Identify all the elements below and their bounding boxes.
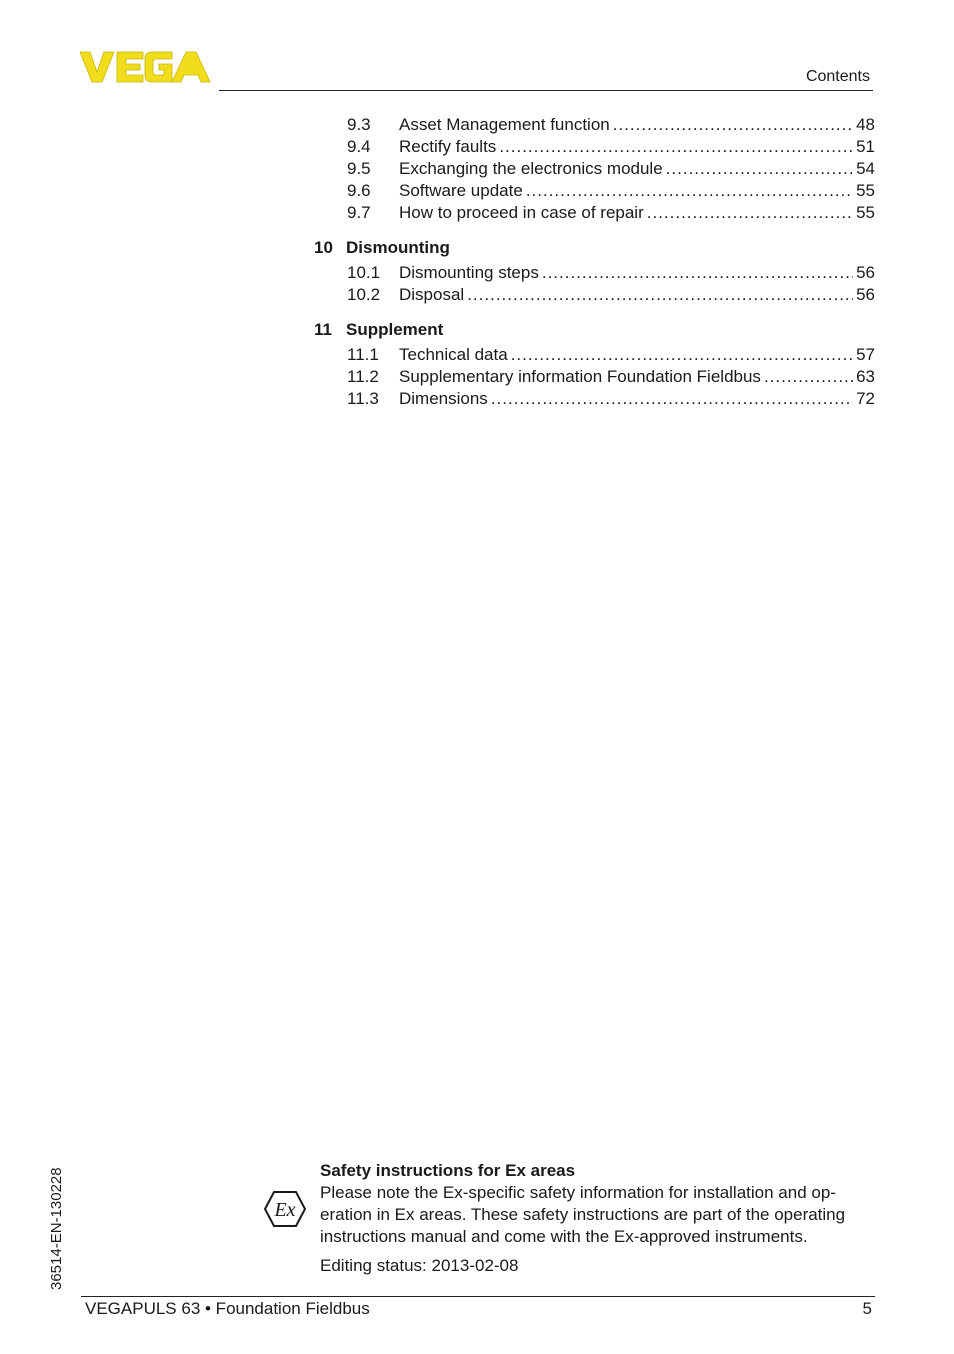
toc-entry-number: 9.6 — [347, 181, 371, 200]
toc-entry-page: 54 — [856, 159, 875, 178]
toc-entry[interactable] — [314, 202, 875, 224]
toc-leader-dots — [491, 388, 853, 410]
toc-entry[interactable] — [314, 284, 875, 306]
safety-heading: Safety instructions for Ex areas — [320, 1161, 576, 1180]
toc-entry-page: 56 — [856, 263, 875, 282]
footer-page-number: 5 — [862, 1299, 872, 1318]
toc-entry-title: Disposal — [399, 285, 465, 304]
toc-leader-dots — [764, 366, 853, 388]
footer-product: VEGAPULS 63 • Foundation Fieldbus — [85, 1299, 370, 1318]
toc-entry-page: 55 — [856, 203, 875, 222]
toc-entry[interactable] — [314, 366, 875, 388]
toc-entry-title: Exchanging the electronics module — [399, 159, 663, 178]
toc-section-supplement[interactable] — [314, 319, 875, 341]
vega-logo — [80, 50, 212, 84]
toc-entry-page: 72 — [856, 389, 875, 408]
toc-leader-dots — [499, 136, 853, 158]
svg-text:Ex: Ex — [274, 1199, 296, 1221]
toc-entry-number: 9.7 — [347, 203, 371, 222]
toc-group-9 — [314, 114, 875, 224]
toc-entry-number: 11.2 — [347, 367, 379, 386]
toc-entry-title: Dimensions — [399, 389, 488, 408]
toc-leader-dots — [511, 344, 853, 366]
toc-entry-title: Technical data — [399, 345, 508, 364]
toc-entry-page: 57 — [856, 345, 875, 364]
safety-note — [320, 1160, 880, 1277]
toc-entry-page: 56 — [856, 285, 875, 304]
toc-leader-dots — [467, 284, 853, 306]
toc-entry[interactable] — [314, 136, 875, 158]
document-code: 36514-EN-130228 — [48, 1167, 65, 1290]
toc-entry-number: 10.2 — [347, 285, 381, 304]
safety-text-line: Please note the Ex-specific safety information for installation and op- — [320, 1183, 836, 1202]
toc-entry-number: 9.4 — [347, 137, 371, 156]
toc-leader-dots — [613, 114, 853, 136]
toc-entry-number: 11.1 — [347, 345, 379, 364]
toc-entry-page: 63 — [856, 367, 875, 386]
toc-entry-title: Asset Management function — [399, 115, 610, 134]
toc-entry[interactable] — [314, 180, 875, 202]
toc-group-11 — [314, 344, 875, 410]
safety-text-line: eration in Ex areas. These safety instructions are part of the operating — [320, 1205, 846, 1224]
toc-entry-page: 51 — [856, 137, 875, 156]
toc-entry[interactable] — [314, 158, 875, 180]
section-title: Dismounting — [346, 238, 450, 257]
toc-leader-dots — [647, 202, 853, 224]
toc-entry-title: Software update — [399, 181, 523, 200]
toc-entry-title: How to proceed in case of repair — [399, 203, 644, 222]
section-title: Supplement — [346, 320, 444, 339]
section-number: 10 — [314, 238, 333, 257]
header-title: Contents — [805, 68, 870, 85]
toc-group-10 — [314, 262, 875, 306]
toc-section-dismounting[interactable] — [314, 237, 875, 259]
toc-entry-title: Dismounting steps — [399, 263, 539, 282]
toc-entry[interactable] — [314, 344, 875, 366]
editing-status: Editing status: 2013-02-08 — [320, 1256, 519, 1275]
footer-divider — [81, 1296, 875, 1297]
toc-leader-dots — [666, 158, 853, 180]
toc-entry[interactable] — [314, 114, 875, 136]
header-divider — [219, 90, 873, 91]
toc-entry[interactable] — [314, 388, 875, 410]
ex-hexagon-icon — [264, 1190, 306, 1228]
safety-text-line: instructions manual and come with the Ex-approved instruments. — [320, 1227, 808, 1246]
toc-entry-number: 11.3 — [347, 389, 379, 408]
toc-entry-title: Supplementary information Foundation Fieldbus — [399, 367, 761, 386]
table-of-contents — [314, 114, 875, 410]
toc-entry-number: 9.3 — [347, 115, 371, 134]
toc-entry-number: 10.1 — [347, 263, 381, 282]
toc-leader-dots — [526, 180, 853, 202]
toc-leader-dots — [542, 262, 853, 284]
toc-entry[interactable] — [314, 262, 875, 284]
section-number: 11 — [314, 320, 332, 339]
toc-entry-number: 9.5 — [347, 159, 371, 178]
toc-entry-title: Rectify faults — [399, 137, 497, 156]
toc-entry-page: 55 — [856, 181, 875, 200]
toc-entry-page: 48 — [856, 115, 875, 134]
